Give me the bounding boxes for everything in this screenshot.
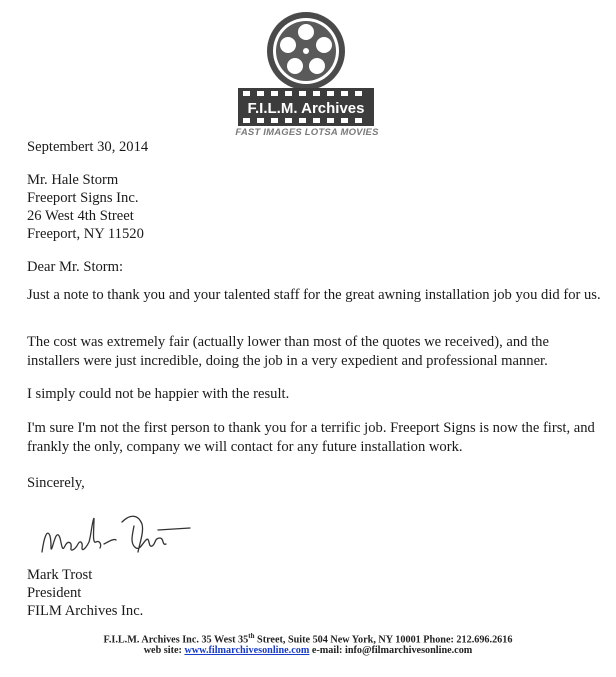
film-reel-icon (228, 8, 384, 142)
website-link[interactable]: www.filmarchivesonline.com (184, 645, 310, 656)
recipient-city: Freeport, NY 11520 (27, 226, 144, 242)
sender-name: Mark Trost (27, 567, 93, 583)
letter-date: Septembert 30, 2014 (27, 139, 149, 155)
body-paragraph-1: Just a note to thank you and your talented staff for the great awning installation job you did for us. (27, 287, 601, 303)
footer-contact: web site: www.filmarchivesonline.com e-mail: info@filmarchivesonline.com (143, 645, 473, 656)
body-paragraph-3: I simply could not be happier with the result. (27, 386, 290, 402)
sender-company: FILM Archives Inc. (27, 603, 144, 619)
body-paragraph-4: I'm sure I'm not the first person to thank you for a terrific job. Freeport Signs is now the first, and frankly the only, company we will contact for any future installation work. (27, 420, 595, 455)
logo-tagline: FAST IMAGES LOTSA MOVIES (235, 127, 379, 138)
footer-address: F.I.L.M. Archives Inc. 35 West 35th Street, Suite 504 New York, NY 10001 Phone: 212.696.2616 (103, 632, 513, 646)
salutation: Dear Mr. Storm: (27, 259, 124, 275)
body-paragraph-2: The cost was extremely fair (actually lower than most of the quotes we received), and the installers were just incredible, doing the job in a very expedient and professional manner. (27, 334, 549, 369)
recipient-street: 26 West 4th Street (27, 208, 134, 224)
handwritten-signature (38, 508, 198, 566)
email-address: info@filmarchivesonline.com (345, 645, 473, 656)
logo-name: F.I.L.M. Archives (247, 100, 365, 117)
closing: Sincerely, (27, 475, 85, 491)
recipient-name: Mr. Hale Storm (27, 172, 119, 188)
company-logo (228, 8, 384, 142)
recipient-company: Freeport Signs Inc. (27, 190, 139, 206)
sender-title: President (27, 585, 82, 601)
